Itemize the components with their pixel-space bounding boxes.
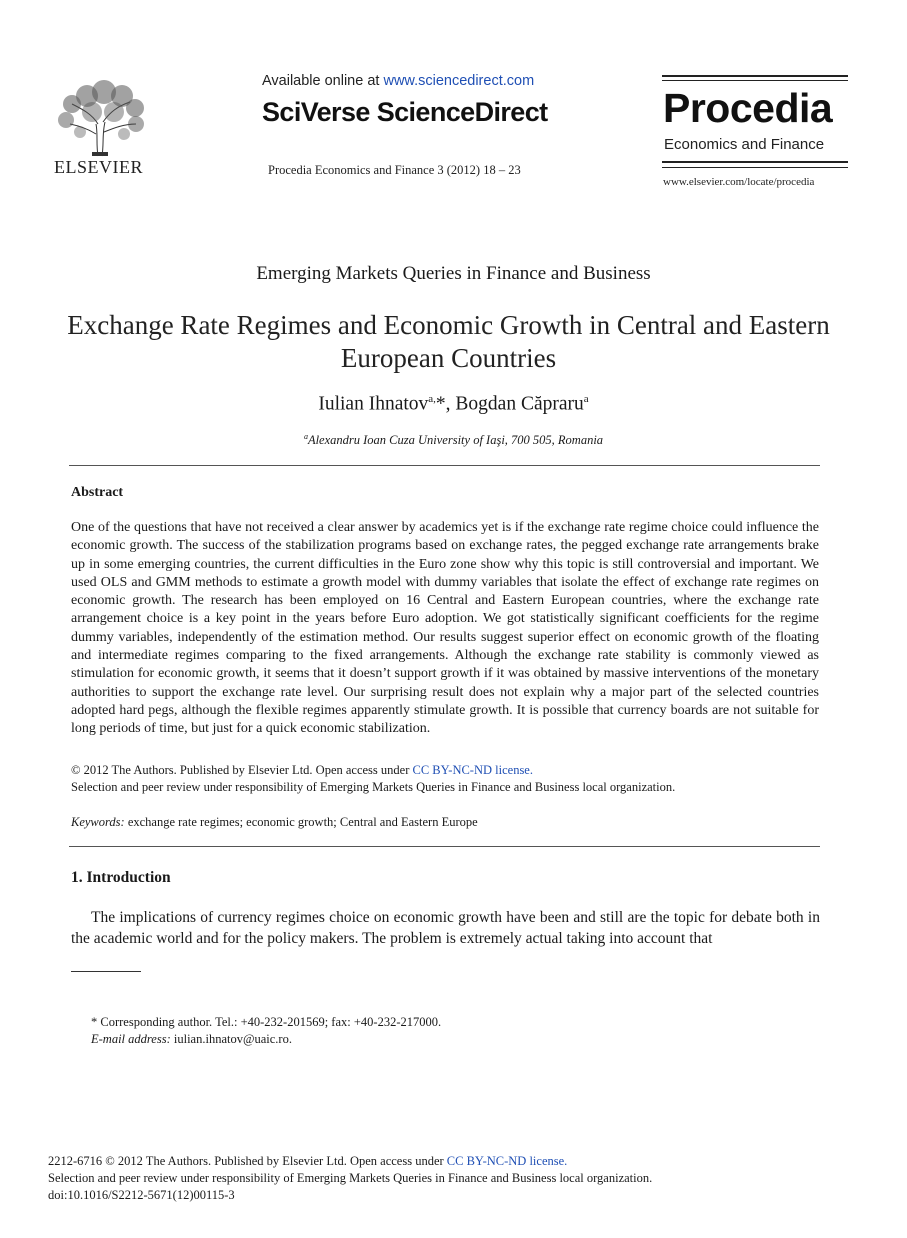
footnote-rule [71,971,141,972]
abstract-text: One of the questions that have not received a clear answer by academics yet is if the exchange rate regime choice could influence the economic growth. The success of the stabilization programs based on exchange rates, the pegged exchange rate arrangements brake up in some emerging countries, the current difficulties in the Euro zone show why this topic is still controversial and important. We used OLS and GMM methods to estimate a growth model with dummy variables that isolate the effect of exchange rate regimes on economic growth. The research has been employed on 16 Central and Eastern European countries, where the exchange rate arrangement choice is a key point in the years before Euro adoption. We got statistically significant coefficients for the regime dummy variables, independently of the estimation method. Our results suggest superior effect on economic growth of the floating and intermediate regimes comparing to the fixed arrangements. Although the exchange rate stability is commonly viewed as stimulation for economic growth, it seems that it doesn’t support growth if it was obtained by massive interventions of the monetary authorities to support the exchange rate level. Our surprising result does not explain why a major part of the selected countries adopted hard pegs, although the flexible regimes apparently stimulate growth. It is possible that currency boards are not suitable for long periods of time, but just for a quick economic stabilization. [71,520,819,737]
rule-above-abstract [69,465,820,466]
corresponding-mark: * [435,393,446,415]
authors [0,393,907,416]
email-address[interactable]: iulian.ihnatov@uaic.ro. [170,1032,292,1046]
affiliation [0,432,907,448]
email-note [91,1032,292,1047]
author-2: Bogdan Căpraru [455,393,584,415]
keywords [71,815,478,830]
author-1: Iulian Ihnatov [318,393,429,415]
affiliation-mark: a [303,432,308,441]
abstract-heading: Abstract [71,485,124,500]
procedia-logo-subtitle: Economics and Finance [664,136,825,153]
author-separator: , [445,393,456,415]
email-label: E-mail address: [91,1032,171,1046]
journal-reference: Procedia Economics and Finance 3 (2012) 18 – 23 [268,163,521,177]
procedia-url[interactable]: www.elsevier.com/locate/procedia [663,176,815,188]
procedia-rule-bottom-thin [662,167,848,168]
paper-title: Exchange Rate Regimes and Economic Growth in Central and Eastern European Countries [67,310,830,373]
affiliation-text: Alexandru Ioan Cuza University of Iaşi, 700 505, Romania [307,433,604,448]
license-link[interactable]: CC BY-NC-ND license. [412,763,533,777]
sciverse-wordmark: SciVerse ScienceDirect [262,97,548,127]
footer-issn-line [48,1154,567,1169]
available-online [262,73,534,89]
footer-issn-text: 2212-6716 © 2012 The Authors. Published by Elsevier Ltd. Open access under [48,1154,447,1168]
keywords-list: exchange rate regimes; economic growth; Central and Eastern Europe [124,815,478,829]
introduction-text: The implications of currency regimes choice on economic growth have been and still are the topic for debate both in the academic world and for the policy makers. The problem is extremely actual taking into account that [71,909,820,947]
footer-peer-review: Selection and peer review under responsibility of Emerging Markets Queries in Finance and Business local organization. [48,1171,653,1185]
keywords-label: Keywords: [71,815,125,829]
elsevier-wordmark: ELSEVIER [54,157,143,177]
procedia-rule-top-thin [662,80,848,81]
copyright-text: © 2012 The Authors. Published by Elsevier Ltd. Open access under [71,763,413,777]
section-heading-introduction: 1. Introduction [71,869,171,886]
corresponding-author-note: * Corresponding author. Tel.: +40-232-201569; fax: +40-232-217000. [91,1015,442,1029]
footer-license-link[interactable]: CC BY-NC-ND license. [446,1154,568,1168]
procedia-rule-top [662,75,848,77]
sciencedirect-link[interactable]: www.sciencedirect.com [383,73,535,89]
rule-below-abstract [69,846,820,847]
author-2-affil-mark: a [583,393,589,405]
peer-review-note: Selection and peer review under responsibility of Emerging Markets Queries in Finance and Business local organization. [71,780,676,794]
conference-name: Emerging Markets Queries in Finance and Business [256,263,651,284]
footer-doi[interactable]: doi:10.1016/S2212-5671(12)00115-3 [48,1188,235,1202]
abstract-copyright [71,763,533,778]
procedia-rule-bottom [662,161,848,163]
procedia-logo-title: Procedia [663,85,833,131]
author-1-affil-mark: a, [428,393,436,405]
available-prefix: Available online at [262,73,384,89]
